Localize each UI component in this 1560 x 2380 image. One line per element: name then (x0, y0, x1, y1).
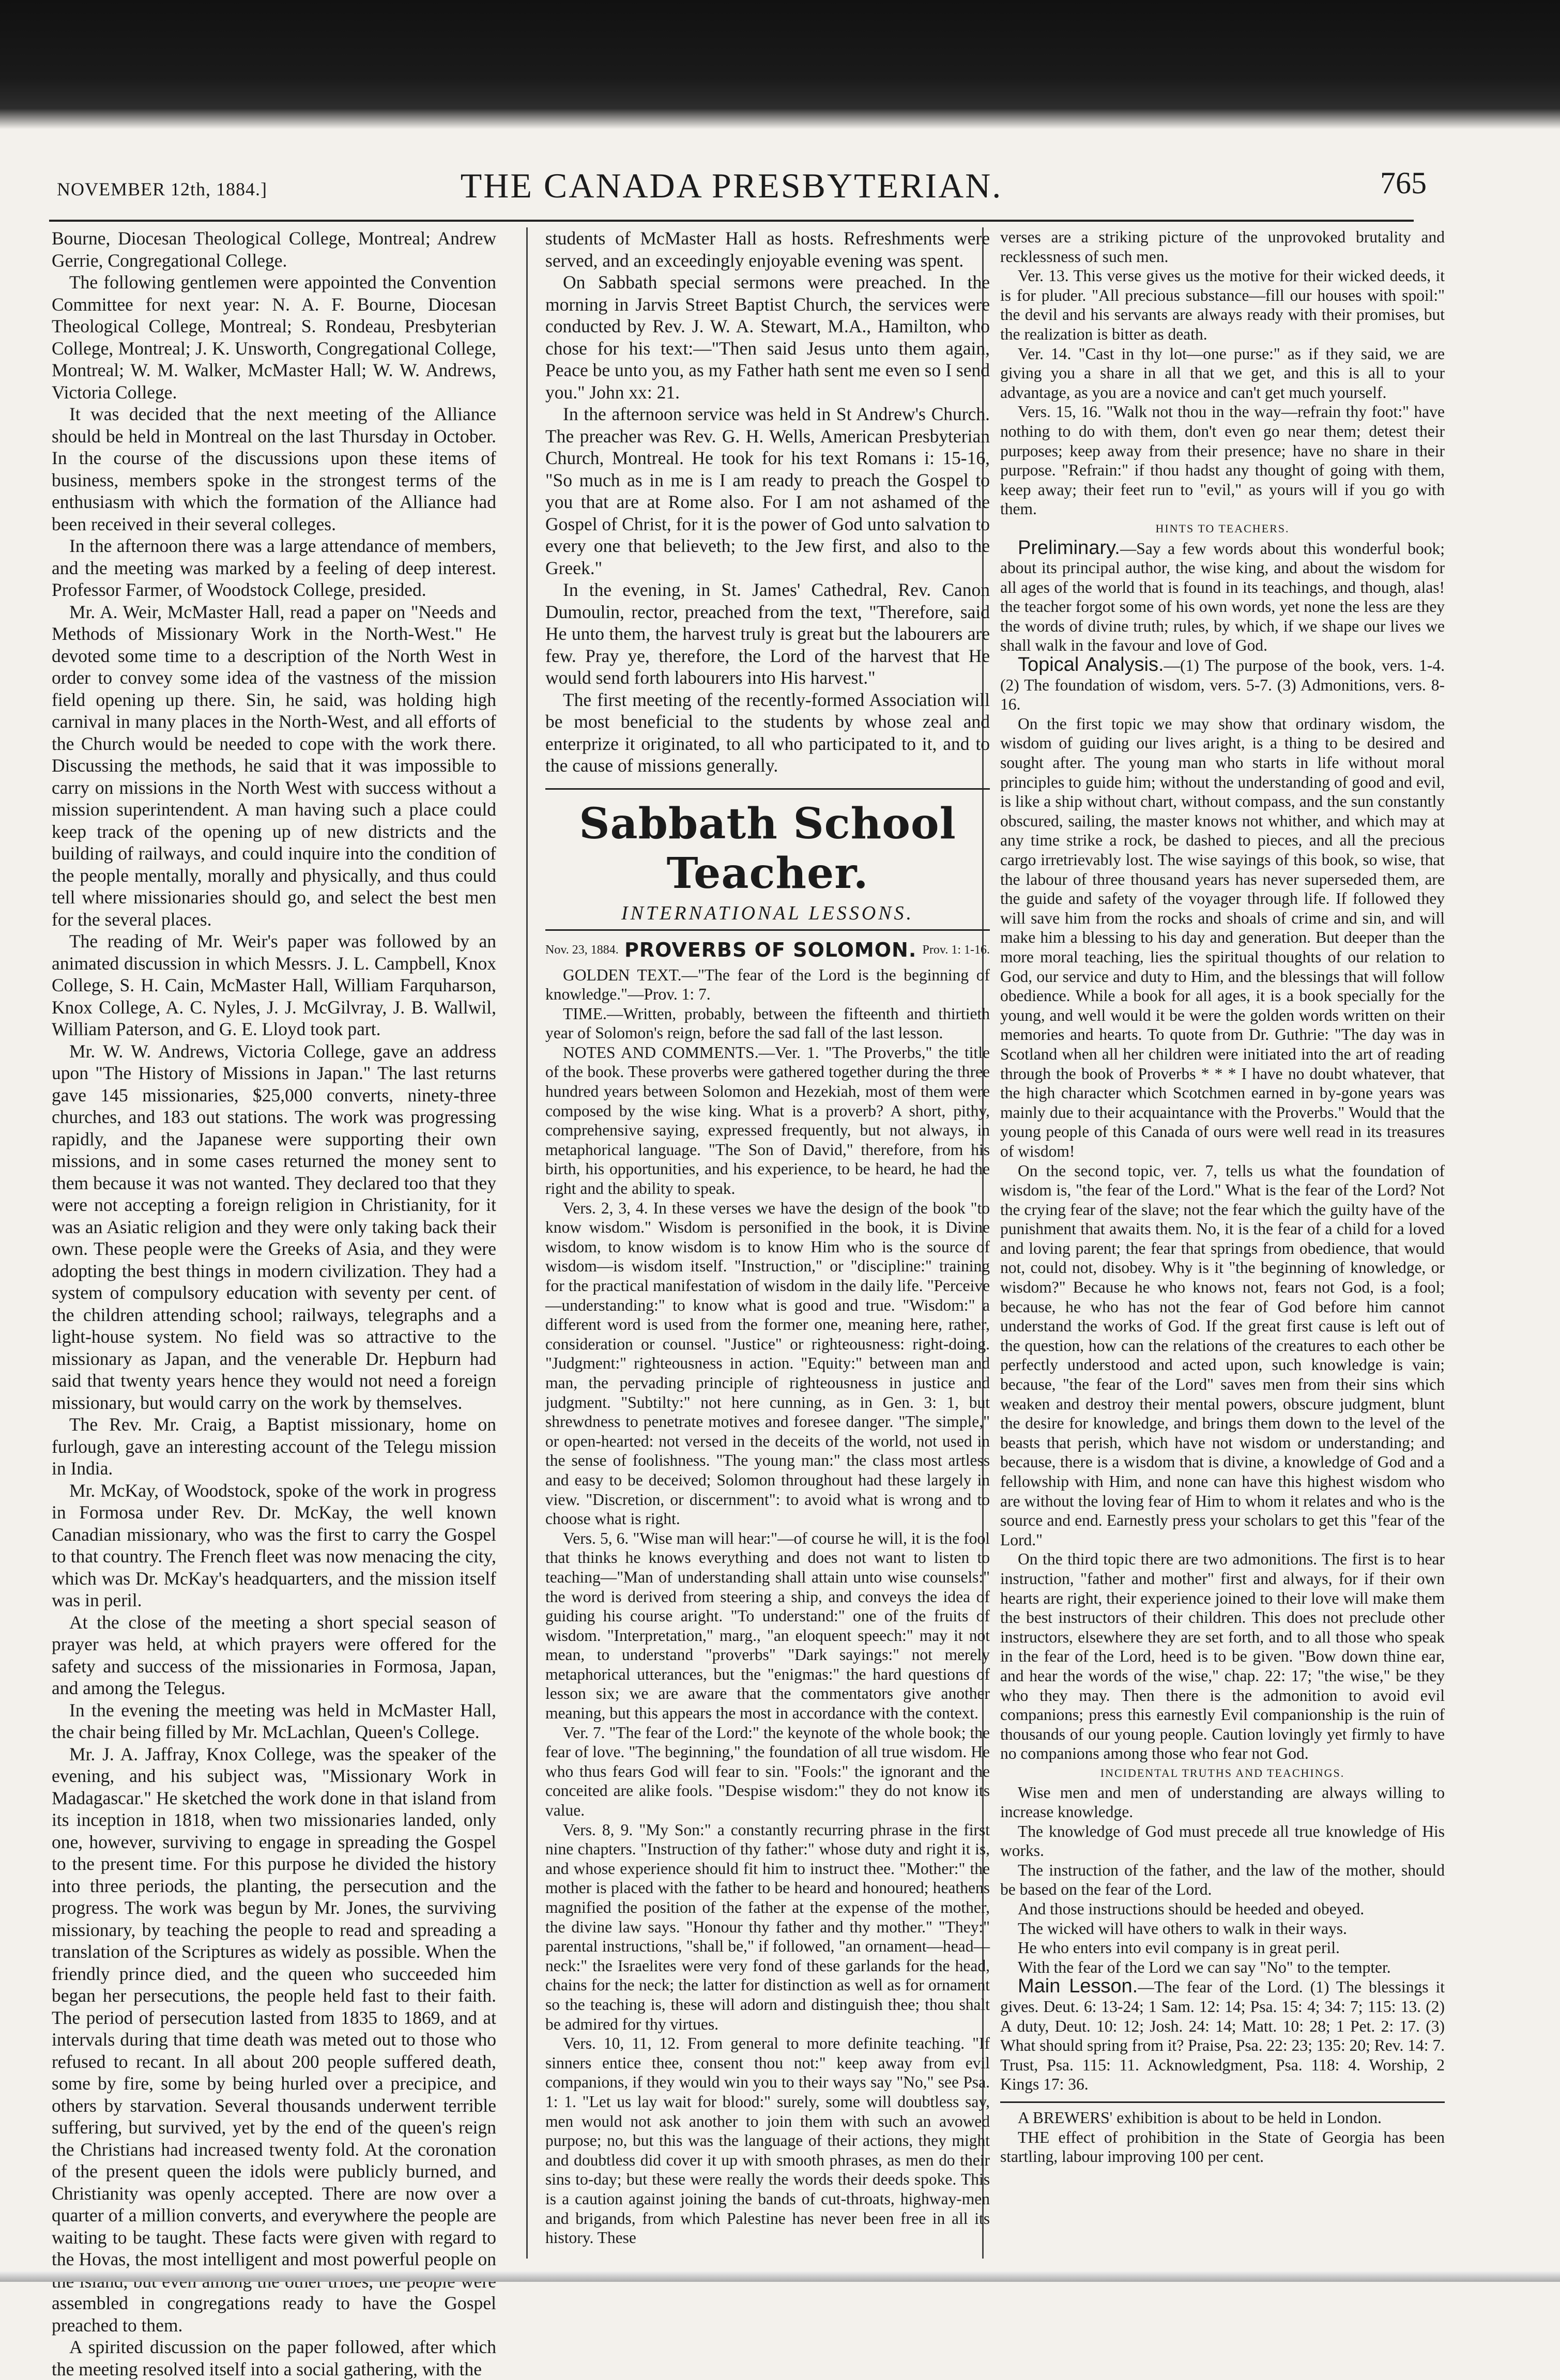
column-1 (52, 227, 496, 2379)
list-item: Wise men and men of understanding are always willing to increase knowledge. (1000, 1783, 1445, 1821)
paragraph: On the first topic we may show that ordinary wisdom, the wisdom of guiding our lives aright, is a thing to be desired and sought after. The young man who starts in life without moral principles to guide him; without the understanding of good and evil, is like a ship without chart, without compass, and the sun constantly obscured, sailing, the master knows not whither, and which may at any time strike a rock, be dashed to pieces, and all the precious cargo irretrievably lost. The wise sayings of this book, so wise, that the labour of three thousand years has never superseded them, are the guide and safety of the voyager through life. If followed they will save him from the rocks and shoals of crime and sin, and will make him a blessing to his day and generation. But deeper than the more moral teaching, lies the spiritual thoughts of our relation to God, our service and duty to Him, and the blessings that will follow obedience. While a book for all ages, it is a book specially for the young, and well would it be were the golden words written on their memories and hearts. To quote from Dr. Guthrie: "The day was in Scotland when all her children were initiated into the art of reading through the book of Proverbs * * * I have no doubt whatever, that the high character which Scotchmen earned in by-gone years was mainly due to their acquaintance with the Proverbs." Would that the young people of this Canada of ours were well read in its treasures of wisdom! (1000, 714, 1445, 1160)
paragraph: Ver. 13. This verse gives us the motive for their wicked deeds, it is for pluder. "All precious substance—fill our houses with spoil:" the devil and his servants are always ready with their promises, but the realization is bitter as death. (1000, 267, 1445, 343)
column-divider (526, 227, 528, 2259)
paragraph: A spirited discussion on the paper followed, after which the meeting resolved itself into a social gathering, with the (52, 2337, 496, 2379)
section-subtitle: INTERNATIONAL LESSONS. (621, 902, 914, 924)
paragraph: In the afternoon there was a large attendance of members, and the meeting was marked by a feeling of deep interest. Professor Farmer, of Woodstock College, presided. (52, 535, 496, 600)
paragraph: Mr. McKay, of Woodstock, spoke of the work in progress in Formosa under Rev. Dr. McKay, the well known Canadian missionary, who was the first to carry the Gospel to that country. The French fleet was now menacing the city, which was Dr. McKay's headquarters, and the mission itself was in peril. (52, 1480, 496, 1610)
paragraph: Mr. W. W. Andrews, Victoria College, gave an address upon "The History of Missions in Japan." The last returns gave 145 missionaries, $25,000 converts, ninety-three churches, and 183 out stations. The work was progressing rapidly, and the Japanese were supporting their own missions, and in some cases returned the money sent to them because it was not wanted. They declared too that they were not accepting a foreign religion in Christianity, for it was an Asiatic religion and they were only taking back their own. These people were the Greeks of Asia, and they were adopting the best things in modern civilization. They had a system of compulsory education with seventy per cent. of the children attending school; railways, telegraphs and a light-house system. No field was so attractive to the missionary as Japan, and the venerable Dr. Hepburn had said that twenty years hence they would not need a foreign missionary, but would carry on the work by themselves. (52, 1040, 496, 1413)
hint-lead: Preliminary. (1018, 536, 1120, 559)
list-item: The knowledge of God must precede all true knowledge of His works. (1000, 1822, 1445, 1860)
list-item: With the fear of the Lord we can say "No" to the tempter. (1018, 1958, 1391, 1976)
lesson-reference: Prov. 1: 1-16. (922, 943, 990, 957)
golden-text: GOLDEN TEXT.—"The fear of the Lord is the beginning of knowledge."—Prov. 1: 7. (545, 965, 990, 1004)
paragraph: On the second topic, ver. 7, tells us what the foundation of wisdom is, "the fear of the Lord." What is the fear of the Lord? Not the crying fear of the slave; not the fear which the guilty have of the punishment that awaits them. No, it is the fear of a child for a loved and loving parent; the fear that springs from obedience, that would not, could not, disobey. Why is it "the beginning of knowledge, or wisdom?" Because he who knows not, fears not God, is a fool; because, he who has not the fear of God before him cannot understand the works of God. If the great first cause is left out of the question, how can the relations of the creatures to each other be perfectly understood and acted upon, such knowledge is vain; because, "the fear of the Lord" saves men from their sins which weaken and destroy their mental powers, obscure judgment, blunt the desire for knowledge, and brings them down to the level of the beasts that perish, which have not wisdom or understanding; and because, there is a wisdom that is divine, a knowledge of God and a fellowship with Him, and none can have this highest wisdom who are without the loving fear of Him to whom it relates and who is the source and end. Earnestly press your scholars to get this "fear of the Lord." (1000, 1161, 1445, 1549)
paragraph: In the afternoon service was held in St Andrew's Church. The preacher was Rev. G. H. Wells, American Presbyterian Church, Montreal. He took for his text Romans i: 15-16, "So much as in me is I am ready to preach the Gospel to you that are at Rome also. For I am not ashamed of the Gospel of Christ, for it is the power of God unto salvation to every one that believeth; to the Jew first, and also to the Greek." (545, 404, 990, 578)
paragraph: TIME.—Written, probably, between the fifteenth and thirtieth year of Solomon's reign, before the sad fall of the last lesson. (545, 1004, 990, 1042)
paragraph: Ver. 14. "Cast in thy lot—one purse:" as if they said, we are giving you a share in all that we get, and this is all to your advantage, as you are a novice and can't get much yourself. (1000, 344, 1445, 402)
paragraph: NOTES AND COMMENTS.—Ver. 1. "The Proverbs," the title of the book. These proverbs were gathered together during the three hundred years between Solomon and Hezekiah, most of them were composed by the wise king. What is a proverb? A short, pithy, comprehensive saying, expressed frequently, but not always, in metaphorical language. "The Son of David," therefore, from his birth, his opportunities, and his experience, to be heard, he had the right and the ability to speak. (545, 1043, 990, 1198)
list-item: The wicked will have others to walk in their ways. (1018, 1919, 1347, 1938)
paragraph: It was decided that the next meeting of the Alliance should be held in Montreal on the last Thursday in October. In the course of the discussions upon these items of business, members spoke in the strongest terms of the enthusiasm with which the formation of the Alliance had been received in their several colleges. (52, 404, 496, 534)
newspaper-title: THE CANADA PRESBYTERIAN. (460, 166, 1003, 205)
lesson-date: Nov. 23, 1884. (545, 943, 619, 957)
paragraph: Ver. 7. "The fear of the Lord:" the keynote of the whole book; the fear of love. "The beginning," the foundation of all true wisdom. He who thus fears God will fear to sin. "Fools:" the ignorant and the conceited are alike fools. "Despise wisdom:" they do not know its value. (545, 1723, 990, 1820)
news-note: THE effect of prohibition in the State of Georgia has been startling, labour improving 100 per cent. (1000, 2128, 1445, 2166)
section-header (545, 788, 990, 925)
page-header (36, 155, 1427, 212)
lesson-notes (545, 965, 990, 2248)
paragraph: Mr. A. Weir, McMaster Hall, read a paper on "Needs and Methods of Missionary Work in the North-West." He devoted some time to a description of the North West in order to convey some idea of the vastness of the mission field opening up there. Sin, he said, was holding high carnival in many places in the North-West, and all efforts of the Church would be needed to cope with the work there. Discussing the methods, he said that it was impossible to carry on missions in the North West with success without a mission superintendent. A man having such a place could keep track of the opening up of new districts and the building of railways, and could inquire into the condition of the people mentally, morally and physically, and thus could tell where missionaries should go, and select the best men for the several places. (52, 601, 496, 930)
list-item: The instruction of the father, and the law of the mother, should be based on the fear of the Lord. (1000, 1861, 1445, 1899)
paragraph: Vers. 2, 3, 4. In these verses we have the design of the book "to know wisdom." Wisdom is personified in the book, it is Divine wisdom, to know wisdom is to know Him who is the source of wisdom—is wisdom itself. "Instruction," or "discipline:" training for the practical manifestation of wisdom in the daily life. "Perceive—understanding:" to know what is good and true. "Wisdom:" a different word is used from the former one, meaning here, rather, consideration or counsel. "Justice" or righteousness: right-doing. "Judgment:" righteousness in action. "Equity:" between man and man, the pervading principle of righteousness in justice and judgment. "Subtilty:" not here cunning, as in Gen. 3: 1, but shrewdness to penetrate motives and foresee danger. "The simple," or open-hearted: not versed in the deceits of the world, not used in the sense of foolishness. "The young man:" the class most artless and easy to be deceived; Solomon throughout had these largely in view. "Discretion, or discernment": to avoid what is wrong and to choose what is right. (545, 1199, 990, 1528)
news-note: A BREWERS' exhibition is about to be held in London. (1018, 2109, 1382, 2127)
hint-paragraph (1000, 536, 1445, 656)
hints-heading: HINTS TO TEACHERS. (1155, 521, 1290, 535)
paragraph: Vers. 5, 6. "Wise man will hear:"—of course he will, it is the fool that thinks he knows everything and does not want to listen to teaching—"Man of understanding shall attain unto wise counsels:" the word is derived from steering a ship, and conveys the idea of guiding his course aright. "To understand:" one of the fruits of wisdom. "Interpretation," marg., "an eloquent speech:" may it not mean, to understand "proverbs" "Dark sayings:" not merely metaphorical utterances, but the "enigmas:" the hard questions of lesson six; we are aware that the commentators give another meaning, but this appears the most in accordance with the context. (545, 1529, 990, 1723)
paragraph: The Rev. Mr. Craig, a Baptist missionary, home on furlough, gave an interesting account of the Telegu mission in India. (52, 1414, 496, 1479)
hint-text: —(1) The purpose of the book, vers. 1-4. (2) The foundation of wisdom, vers. 5-7. (3) Admonitions, vers. 8-16. (1000, 656, 1445, 714)
column-2 (545, 227, 990, 2259)
paragraph: The following gentlemen were appointed the Convention Committee for next year: N. A. F. Bourne, Diocesan Theological College, Montreal; S. Rondeau, Presbyterian College, Montreal; J. K. Unsworth, Congregational College, Montreal; W. M. Walker, McMaster Hall; W. W. Andrews, Victoria College. (52, 272, 496, 403)
main-lesson-text: —The fear of the Lord. (1) The blessings it gives. Deut. 6: 13-24; 1 Sam. 12: 14; Psa. 15: 4; 34: 7; 115: 13. (2) A duty, Deut. 10: 12; Josh. 24: 14; Matt. 10: 28; 1 Pet. 2: 17. (3) What should spring from it? Praise, Psa. 22: 23; 135: 20; Rev. 14: 7. Trust, Psa. 115: 11. Acknowledgment, Psa. 118: 4. Worship, 2 Kings 17: 36. (1000, 1978, 1445, 2094)
news-notes (1000, 2101, 1445, 2167)
issue-date: NOVEMBER 12th, 1884.] (57, 179, 267, 199)
paragraph: Vers. 15, 16. "Walk not thou in the way—refrain thy foot:" have nothing to do with them, don't even go near them; detest their purposes; keep away from their presence; have no share in their purpose. "Refrain:" if thou hadst any thought of going with them, keep away; their feet run to "evil," as yours will if you go with them. (1000, 403, 1445, 518)
paragraph: verses are a striking picture of the unprovoked brutality and recklessness of such men. (1000, 228, 1445, 266)
paragraph: In the evening the meeting was held in McMaster Hall, the chair being filled by Mr. McLachlan, Queen's College. (52, 1699, 496, 1742)
paragraph: On Sabbath special sermons were preached. In the morning in Jarvis Street Baptist Church, the services were conducted by Rev. J. W. A. Stewart, M.A., Hamilton, who chose for his text:—"Then said Jesus unto them again, Peace be unto you, as my Father hath sent me even so I send you." John xx: 21. (545, 272, 990, 403)
section-title: Sabbath School Teacher. (579, 799, 956, 898)
lesson-name: PROVERBS OF SOLOMON. (624, 939, 917, 961)
list-item: He who enters into evil company is in great peril. (1018, 1939, 1340, 1957)
bottom-edge (0, 2271, 1560, 2282)
incidental-heading: INCIDENTAL TRUTHS AND TEACHINGS. (1100, 1766, 1345, 1779)
paragraph: The first meeting of the recently-formed Association will be most beneficial to the students by whose zeal and enterprize it originated, to all who participated to it, and to the cause of missions generally. (545, 689, 990, 776)
column-3 (1000, 227, 1445, 2259)
paragraph: Vers. 10, 11, 12. From general to more definite teaching. "If sinners entice thee, consent thou not:" keep away from evil companions, if they would win you to their ways say "No," see Psa. 1: 1. "Let us lay wait for blood:" surely, some will doubtless say, men would not ask another to join them with such an avowed purpose; no, but this was the language of their actions, they might and doubtless did cover it up with smooth phrases, as men do their sins to-day; but these were really the words their deeds spoke. This is a caution against joining the bands of cut-throats, highway-men and brigands, from which Palestine has never been free in all its history. These (545, 2034, 990, 2247)
paragraph: Bourne, Diocesan Theological College, Montreal; Andrew Gerrie, Congregational College. (52, 228, 496, 271)
main-lesson-lead: Main Lesson. (1018, 1975, 1138, 1998)
hint-lead: Topical Analysis. (1018, 654, 1164, 676)
hint-paragraph (1000, 655, 1445, 714)
page-number: 765 (1380, 166, 1427, 200)
top-edge-shadow (0, 0, 1560, 129)
paragraph: The reading of Mr. Weir's paper was followed by an animated discussion in which Messrs. J. L. Campbell, Knox College, S. H. Cain, McMaster Hall, William Farquharson, Knox College, A. C. Nyles, J. J. McGilvray, J. B. Wallwil, William Paterson, and G. E. Lloyd took part. (52, 931, 496, 1039)
main-lesson (1000, 1977, 1445, 2094)
paragraph: At the close of the meeting a short special season of prayer was held, at which prayers were offered for the safety and success of the missionaries in Formosa, Japan, and among the Telegus. (52, 1611, 496, 1698)
lesson-heading (545, 929, 990, 961)
paragraph: students of McMaster Hall as hosts. Refreshments were served, and an exceedingly enjoyable evening was spent. (545, 228, 990, 271)
header-rule (49, 220, 1414, 222)
paragraph: In the evening, in St. James' Cathedral, Rev. Canon Dumoulin, rector, preached from the text, "Therefore, said He unto them, the harvest truly is great but the labourers are few. Pray ye, therefore, the Lord of the harvest that He would send forth labourers into His harvest." (545, 579, 990, 688)
paragraph: Mr. J. A. Jaffray, Knox College, was the speaker of the evening, and his subject was, "Missionary Work in Madagascar." He sketched the work done in that island from its inception in 1818, when two missionaries landed, only one, however, surviving to engage in spreading the Gospel to the present time. For this purpose he divided the history into three periods, the planting, the persecution and the progress. The work was begun by Mr. Jones, the surviving missionary, by teaching the people to read and spreading a translation of the Scriptures as widely as possible. When the friendly prince died, and the queen who succeeded him began her persecutions, the people held fast to their faith. The period of persecution lasted from 1835 to 1869, and at intervals during that time death was meted out to those who refused to recant. In all about 200 people suffered death, some by fire, some by being hurled over a precipice, and others by starvation. Several thousands underwent terrible suffering, but survived, yet by the end of the queen's reign the Christians had increased twenty fold. At the coronation of the present queen the idols were publicly burned, and Christianity was openly accepted. There are now over a quarter of a million converts, and everywhere the people are waiting to be taught. These facts were given with regard to the Hovas, the most intelligent and most powerful people on assembled in congregations ready to have the Gospel preached to them. (52, 1743, 496, 2336)
paragraph: Vers. 8, 9. "My Son:" a constantly recurring phrase in the first nine chapters. "Instruction of thy father:" whose duty and right it is, and whose experience should fit him to instruct thee. "Mother:" the mother is placed with the father to be heard and honoured; heathens magnified the position of the father at the expense of the mother, the divine law says. "Honour thy father and thy mother." "They:" parental instructions, "shall be," if followed, "an ornament—head—neck:" the Israelites were very fond of these garlands for the head, chains for the neck; the latter for distinction as well as for ornament so the teaching is, these will adorn and distinguish thee; thou shalt be admired for thy virtues. (545, 1820, 990, 2033)
hint-text: —Say a few words about this wonderful book; about its principal author, the wise king, and about the wisdom for all ages of the world that is found in its teachings, and though, alas! the teacher forgot some of his own words, yet none the less are they the words of divine truth; rules, by which, if we shape our lives we shall walk in the favour and love of God. (1000, 539, 1445, 655)
paragraph: On the third topic there are two admonitions. The first is to hear instruction, "father and mother" first and always, for if their own hearts are right, their experience joined to their love will make them the best instructors of their children. This does not preclude other instructors, elsewhere they are set forth, and to all those who speak in the fear of the Lord, heed is to be given. "Bow down thine ear, and hear the words of the wise," chap. 22: 17; "the wise," be they who they may. Then there is the admonition to avoid evil companions; press this earnestly Evil companionship is the ruin of thousands of our young people. Caution lovingly yet firmly to have no companions among those who fear not God. (1000, 1550, 1445, 1763)
list-item: And those instructions should be heeded and obeyed. (1018, 1900, 1365, 1918)
